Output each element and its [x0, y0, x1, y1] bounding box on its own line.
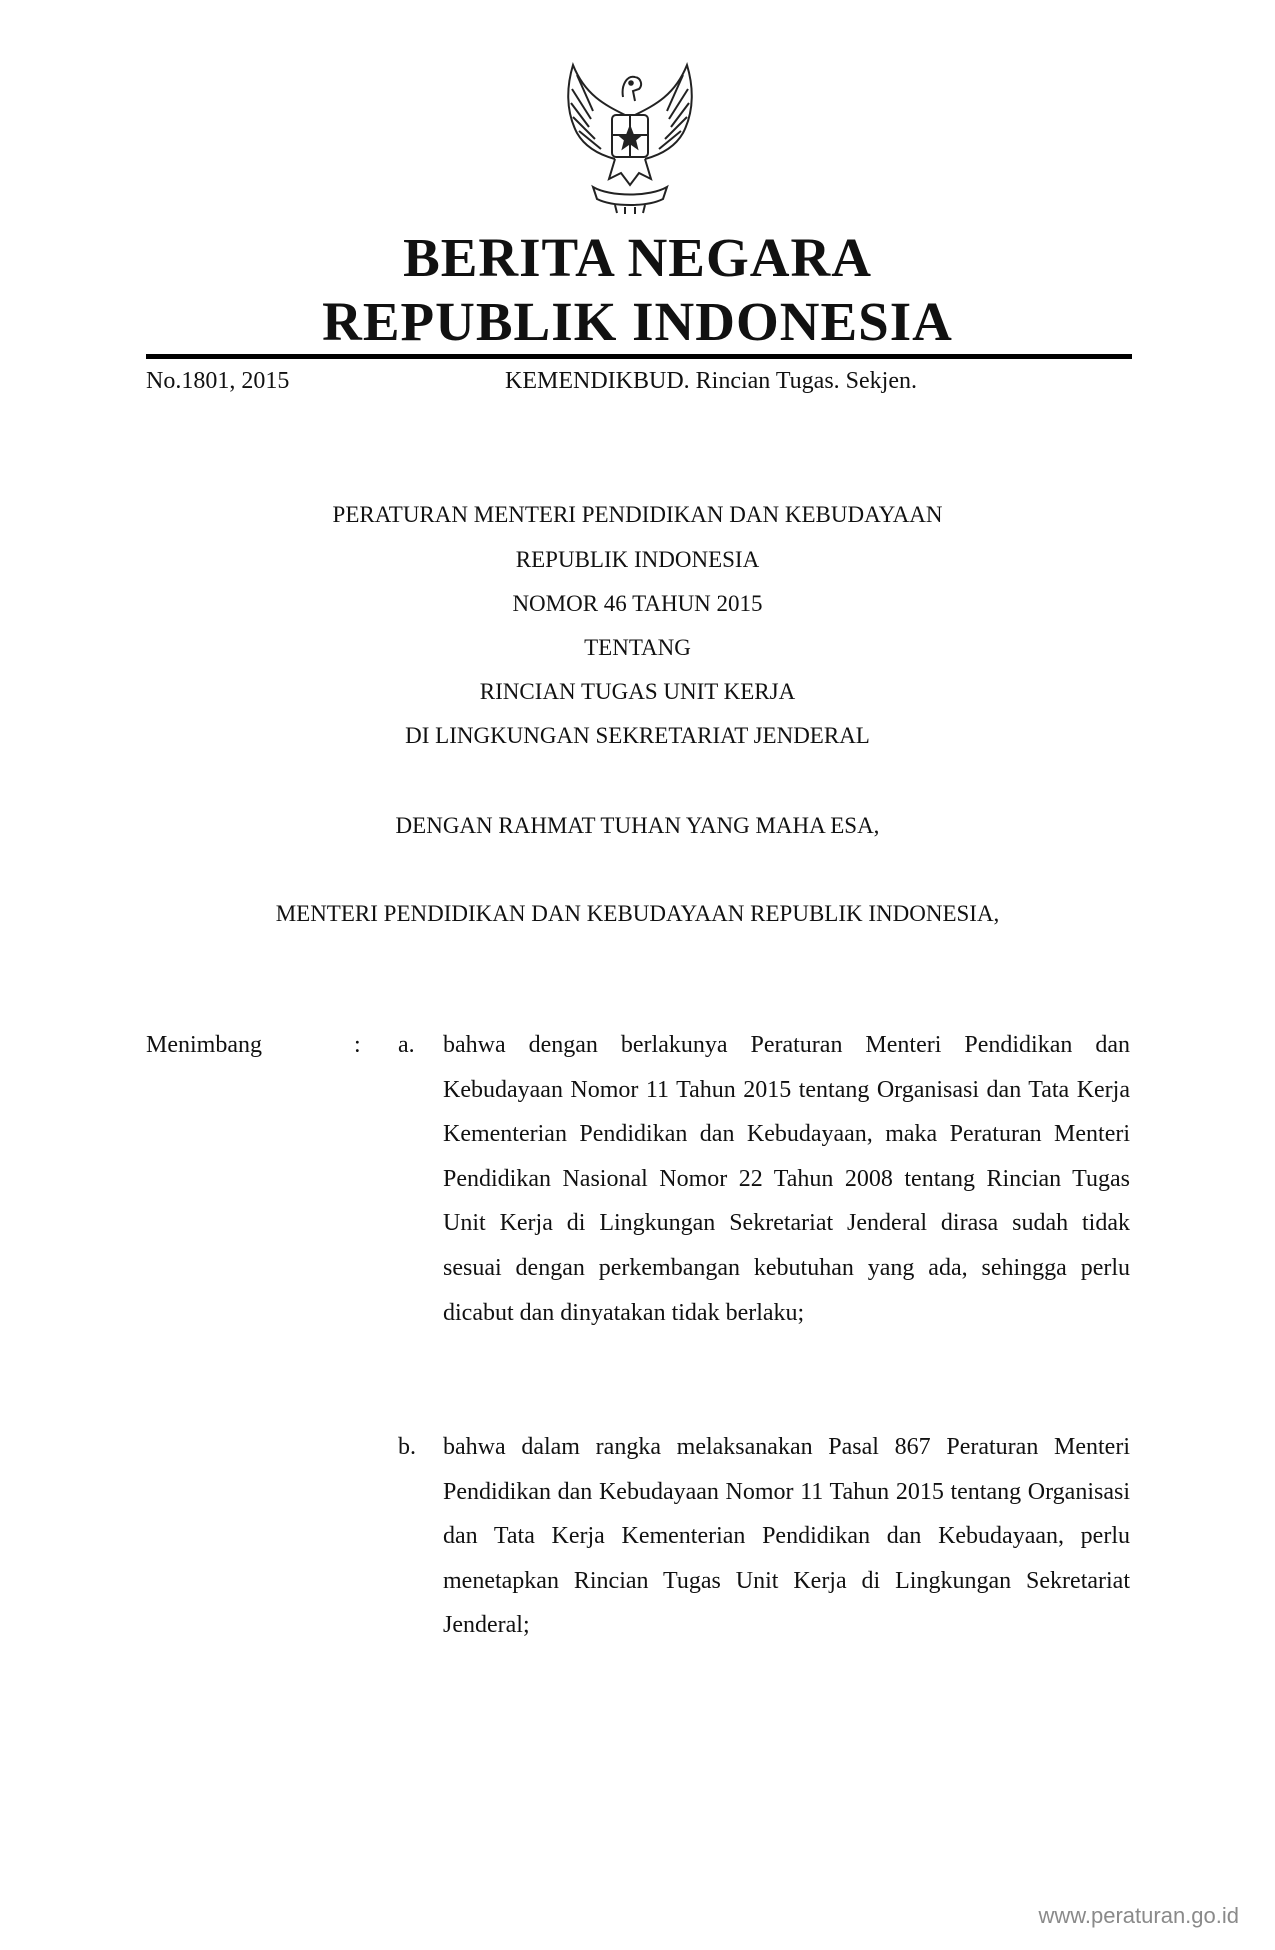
considering-label: Menimbang — [146, 1032, 262, 1058]
regulation-number: NOMOR 46 TAHUN 2015 — [512, 591, 763, 616]
regulation-subject-line1: RINCIAN TUGAS UNIT KERJA — [479, 679, 796, 704]
regulation-title-line2: REPUBLIK INDONESIA — [515, 547, 760, 572]
considering-item-text: bahwa dengan berlakunya Peraturan Menteri Pendidikan dan Kebudayaan Nomor 11 Tahun 2015 tentang Organisasi dan Tata Kerja Kementerian Pendidikan dan Kebudayaan, maka Peraturan Menteri Pendidikan Nasional Nomor 22 Tahun 2008 tentang Rincian Tugas Unit Kerja di Lingkungan Sekretariat Jenderal dirasa sudah tidak sesuai dengan perkembangan kebutuhan yang ada, sehingga perlu dicabut dan dinyatakan tidak berlaku; — [443, 1032, 1130, 1326]
gazette-topic: KEMENDIKBUD. Rincian Tugas. Sekjen. — [505, 368, 917, 394]
considering-item-text: bahwa dalam rangka melaksanakan Pasal 867 Peraturan Menteri Pendidikan dan Kebudayaan Nomor 11 Tahun 2015 tentang Organisasi dan Tata Kerja Kementerian Pendidikan dan Kebudayaan, perlu menetapkan Rincian Tugas Unit Kerja di Lingkungan Sekretariat Jenderal; — [443, 1434, 1130, 1639]
regulation-about: TENTANG — [584, 635, 691, 660]
considering-item-letter: b. — [398, 1434, 416, 1460]
garuda-emblem-icon — [555, 55, 705, 215]
considering-item-letter: a. — [398, 1032, 415, 1058]
issuer: MENTERI PENDIDIKAN DAN KEBUDAYAAN REPUBLIK INDONESIA, — [275, 901, 1000, 926]
gazette-number: No.1801, 2015 — [146, 368, 290, 394]
header-divider — [146, 354, 1132, 359]
considering-colon: : — [354, 1032, 361, 1058]
source-url-link[interactable]: www.peraturan.go.id — [1038, 1903, 1239, 1928]
gazette-title-line1: BERITA NEGARA — [403, 227, 872, 288]
invocation: DENGAN RAHMAT TUHAN YANG MAHA ESA, — [395, 813, 880, 838]
regulation-title-line1: PERATURAN MENTERI PENDIDIKAN DAN KEBUDAYAAN — [332, 502, 943, 527]
gazette-title-line2: REPUBLIK INDONESIA — [322, 291, 953, 352]
regulation-subject-line2: DI LINGKUNGAN SEKRETARIAT JENDERAL — [405, 723, 870, 748]
